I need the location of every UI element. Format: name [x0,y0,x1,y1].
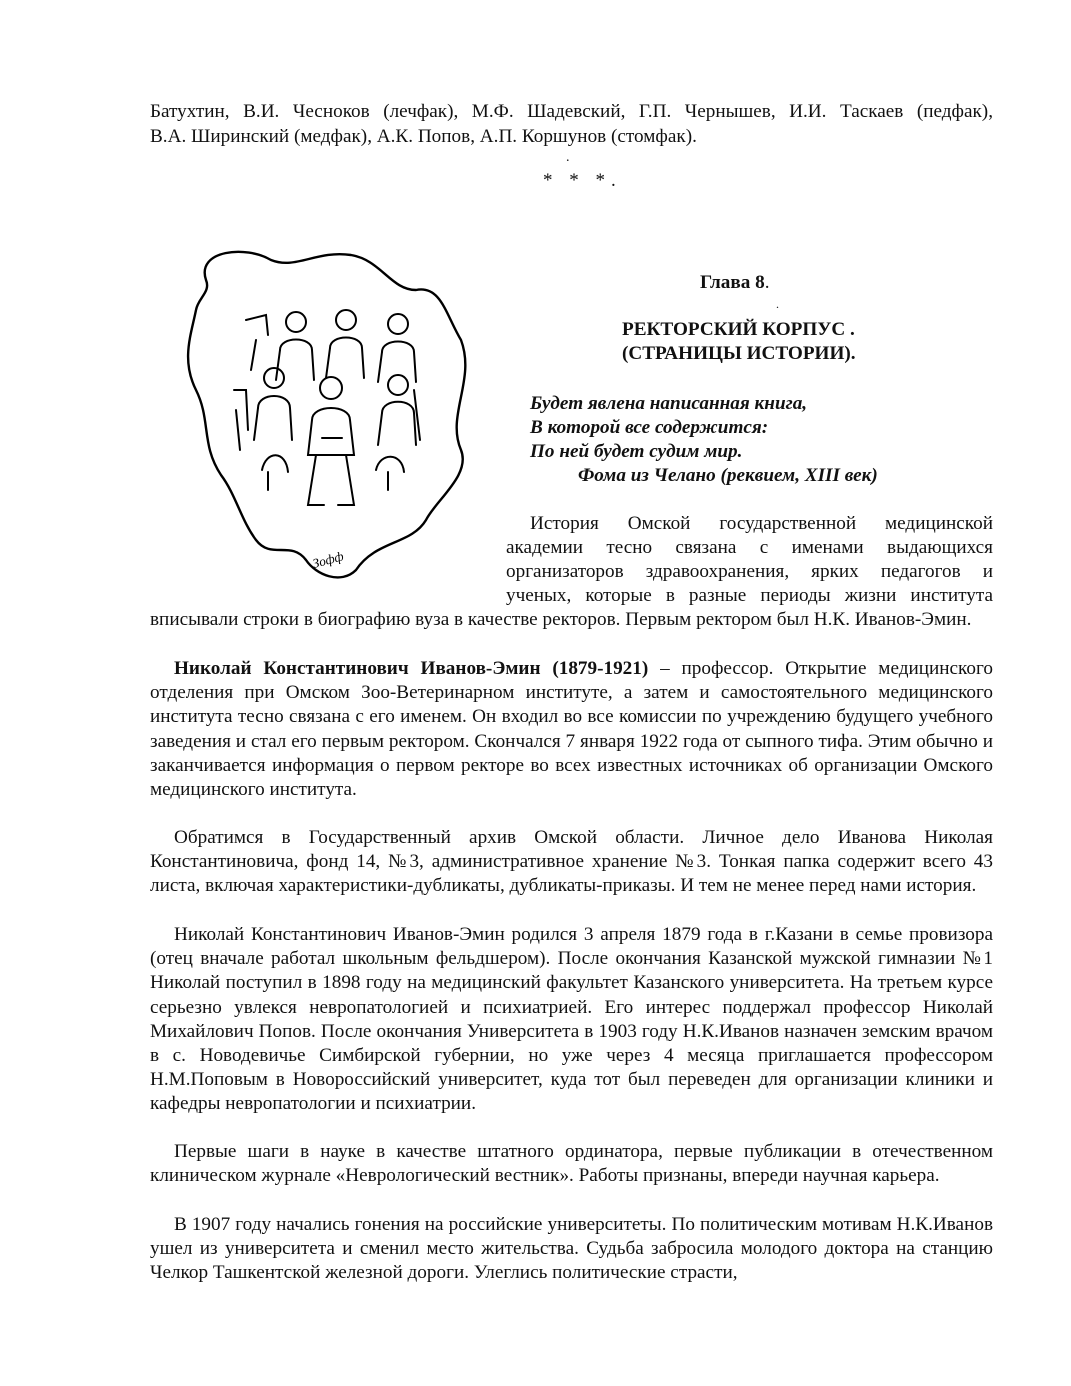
chapter-title-line-1: РЕКТОРСКИЙ КОРПУС . [622,319,855,340]
paragraph-4 [150,1140,993,1188]
chapter-heading [700,272,770,294]
intro-line-1-text: История Омской государственной медицинской [530,513,993,534]
paragraph-2 [150,826,993,899]
separator-dot: . [566,150,570,165]
epigraph-line-3: По ней будет судим мир. [530,441,743,462]
paragraph-3-text: Николай Константинович Иванов-Эмин родился 3 апреля 1879 года в г.Казани в семье провизора (отец вначале работал школьным фельдшером). После окончания Казанской мужской гимназии №1 Николай поступил в 1898 году на медицинский факультет Казанского университета. На третьем курсе серьезно увлекся невропатологией и психиатрией. Его интерес поддержал профессор Николай Михайлович Попов. После окончания Университета в 1903 году Н.К.Иванов назначен земским врачом в с. Новодевичье Симбирской губернии, но уже через 4 месяца приглашается профессором Н.М.Поповым в Новороссийский университет, куда тот был переведен для организации клиники и кафедры невропатологии и психиатрии. [150,924,993,1115]
epigraph-line-1: Будет явлена написанная книга, [530,393,808,414]
top-text-line-1: Батухтин, В.И. Чесноков (лечфак), М.Ф. Шадевский, Г.П. Чернышев, И.И. Таскаев (педфак), [150,101,993,122]
intro-line-3: организаторов здравоохранения, ярких педагогов и [506,561,993,582]
paragraph-1 [150,657,993,802]
group-portrait-drawing [176,240,476,585]
intro-line-4: ученых, которые в разные периоды жизни института [506,585,993,606]
epigraph-line-2: В которой все содержится: [530,417,769,438]
intro-line-2: академии тесно связана с именами выдающихся [506,537,993,558]
separator-stars: * * *. [543,170,622,191]
figures-sketch [234,310,420,505]
chapter-dot: . [776,297,779,311]
chapter-title-line-2: (СТРАНИЦЫ ИСТОРИИ). [622,343,856,364]
intro-rest: вписывали строки в биографию вуза в качестве ректоров. Первым ректором был Н.К. Иванов-Эмин. [150,609,972,630]
chapter-suffix: . [764,272,770,293]
paragraph-5 [150,1213,993,1286]
top-text-line-2: В.А. Ширинский (медфак), А.К. Попов, А.П. Коршунов (стомфак). [150,126,697,147]
paragraph-4-text: Первые шаги в науке в качестве штатного ординатора, первые публикации в отечественном клиническом журнале «Неврологический вестник». Работы признаны, впереди научная карьера. [150,1141,993,1187]
paragraph-3 [150,923,993,1117]
rector-name: Николай Константинович Иванов-Эмин (1879-1921) [174,658,649,679]
signature: Зофф [310,548,346,571]
epigraph-attribution: Фома из Челано (реквием, XIII век) [578,465,878,486]
paragraph-1-text: – профессор. Открытие медицинского отделения при Омском Зоо-Ветеринарном институте, а затем и самостоятельного медицинского института тесно связана с его именем. Он входил во все комиссии по учреждению будущего учебного заведения и стал его первым ректором. Скончался 7 января 1922 года от сыпного тифа. Этим обычно и заканчивается информация о первом ректоре во всех известных источниках об организации Омского медицинского института. [150,658,993,801]
paragraph-2-text: Обратимся в Государственный архив Омской области. Личное дело Иванова Николая Константиновича, фонд 14, №3, административное хранение №3. Тонкая папка содержит всего 43 листа, включая характеристики-дубликаты, дубликаты-приказы. И тем не менее перед нами история. [150,827,993,897]
blob-outline [188,252,465,578]
chapter-label: Глава 8 [700,272,765,293]
paragraph-5-text: В 1907 году начались гонения на российские университеты. По политическим мотивам Н.К.Иванов ушел из университета и сменил место жительства. Судьба забросила молодого доктора на станцию Челкор Ташкентской железной дороги. Улеглись политические страсти, [150,1214,993,1284]
intro-line-1 [506,512,993,536]
